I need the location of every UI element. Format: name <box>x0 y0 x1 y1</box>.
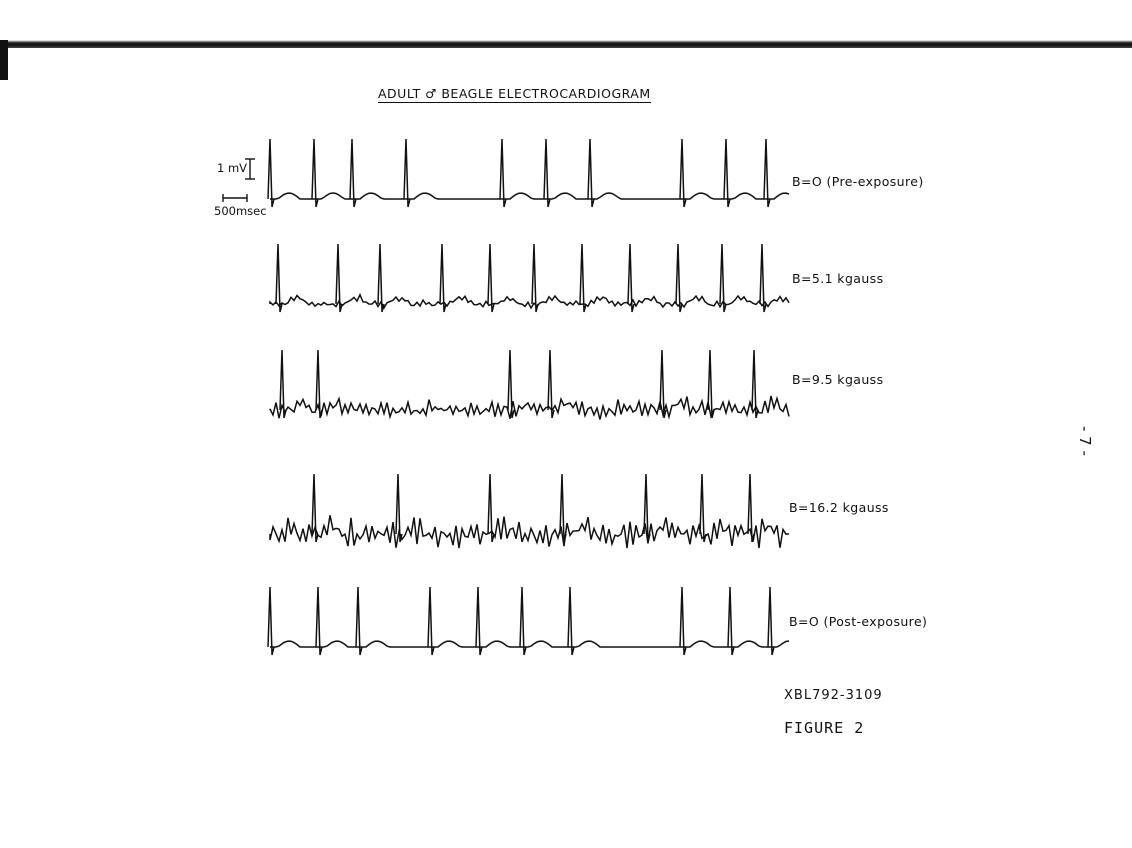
figure-label: FIGURE 2 <box>784 719 865 737</box>
trace-5-qrs-spike-8 <box>680 587 686 655</box>
trace-2-qrs-spike-3 <box>378 244 384 312</box>
trace-2-qrs-spike-10 <box>720 244 726 312</box>
trace-1-qrs-spike-5 <box>500 139 506 207</box>
trace-label-16-2-kgauss: B=16.2 kgauss <box>789 500 889 515</box>
trace-2-qrs-spike-9 <box>676 244 682 312</box>
trace-5-qrs-spike-4 <box>428 587 434 655</box>
trace-5-qrs-spike-5 <box>476 587 482 655</box>
trace-label-5-1-kgauss: B=5.1 kgauss <box>792 271 884 286</box>
trace-5-qrs-spike-6 <box>520 587 526 655</box>
trace-label-pre-exposure: B=O (Pre-exposure) <box>792 174 924 189</box>
trace-2-baseline <box>270 295 789 308</box>
trace-2-qrs-spike-5 <box>488 244 494 312</box>
trace-5-qrs-spike-7 <box>568 587 574 655</box>
trace-4-qrs-spike-4 <box>560 474 566 542</box>
trace-2-qrs-spike-1 <box>276 244 282 312</box>
trace-5-qrs-spike-3 <box>356 587 362 655</box>
voltage-scale-label: 1 mV <box>217 161 248 175</box>
trace-1-qrs-spike-4 <box>404 139 410 207</box>
figure-code: XBL792-3109 <box>784 688 883 703</box>
trace-2-qrs-spike-2 <box>336 244 342 312</box>
trace-5-qrs-spike-10 <box>768 587 774 655</box>
trace-1-baseline <box>270 193 789 199</box>
trace-5-baseline <box>270 641 789 647</box>
time-scale-label: 500msec <box>214 204 267 218</box>
trace-5-qrs-spike-9 <box>728 587 734 655</box>
trace-5-qrs-spike-1 <box>268 587 274 655</box>
trace-1-qrs-spike-2 <box>312 139 318 207</box>
trace-label-9-5-kgauss: B=9.5 kgauss <box>792 372 884 387</box>
chart-title: ADULT ♂ BEAGLE ELECTROCARDIOGRAM <box>378 86 651 101</box>
trace-2-qrs-spike-7 <box>580 244 586 312</box>
trace-2-qrs-spike-6 <box>532 244 538 312</box>
trace-1-qrs-spike-9 <box>724 139 730 207</box>
trace-5-qrs-spike-2 <box>316 587 322 655</box>
trace-1-qrs-spike-7 <box>588 139 594 207</box>
trace-3-qrs-spike-3 <box>508 350 514 418</box>
trace-2-qrs-spike-4 <box>440 244 446 312</box>
trace-4-qrs-spike-7 <box>748 474 754 542</box>
trace-1-qrs-spike-8 <box>680 139 686 207</box>
trace-1-qrs-spike-1 <box>268 139 274 207</box>
page-number: - 7 - <box>1076 426 1094 456</box>
trace-label-post-exposure: B=O (Post-exposure) <box>789 614 928 629</box>
trace-1-qrs-spike-6 <box>544 139 550 207</box>
trace-4-baseline <box>270 515 789 548</box>
trace-1-qrs-spike-3 <box>350 139 356 207</box>
trace-4-qrs-spike-2 <box>396 474 402 542</box>
trace-1-qrs-spike-10 <box>764 139 770 207</box>
